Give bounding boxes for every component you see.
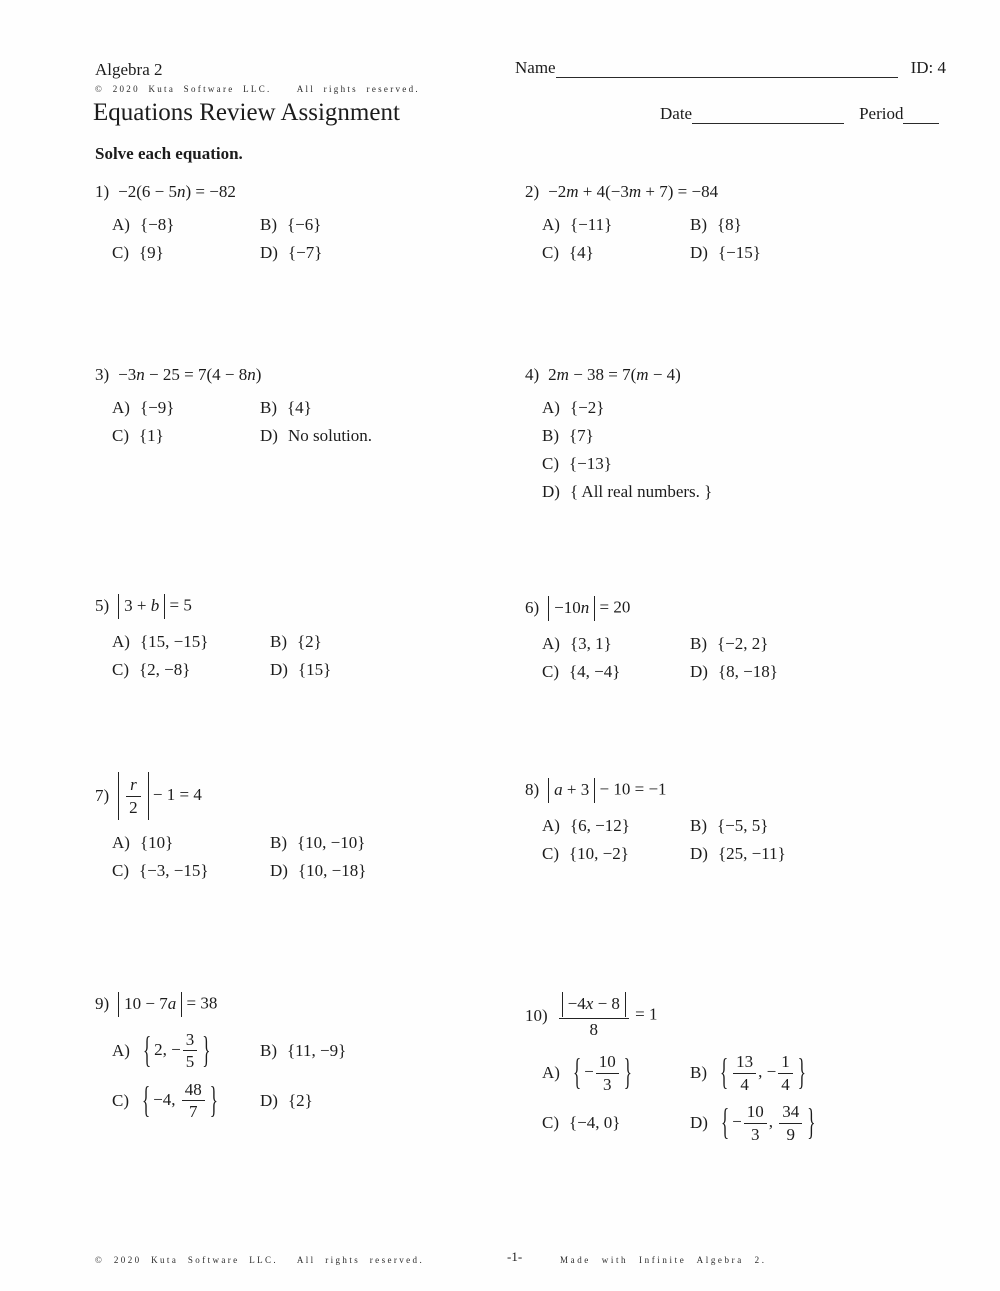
choice-d	[260, 426, 372, 446]
choice-label: B)	[690, 1063, 707, 1083]
choice-a	[112, 215, 174, 235]
choice-label: A)	[542, 633, 560, 653]
choice-d	[690, 1102, 818, 1144]
choice-label: C)	[112, 659, 129, 679]
choice-b	[542, 426, 594, 446]
problem-number: 8)	[525, 780, 540, 800]
choice-value: { −4, $\frac{48}{7}$ }	[142, 1078, 218, 1122]
choice-value: {−6}	[287, 215, 322, 234]
choice-label: C)	[112, 1090, 129, 1110]
choice-value: { 2, − $\frac{3}{5}$ }	[142, 1028, 211, 1072]
choice-value: {4}	[569, 243, 594, 262]
choice-c	[112, 861, 209, 881]
choice-label: B)	[690, 815, 707, 835]
problem-number: 5)	[95, 596, 110, 616]
choice-c	[542, 454, 612, 474]
choice-value: {−2, 2}	[717, 633, 769, 653]
choice-a	[112, 398, 174, 418]
date-blank-line	[692, 107, 844, 124]
choice-label: A)	[112, 631, 130, 651]
answer-choices	[542, 215, 761, 263]
name-row	[515, 58, 946, 78]
equation: −2m + 4(−3m + 7) = −84	[548, 182, 719, 201]
choice-value: {11, −9}	[287, 1040, 347, 1060]
choice-value: {−7}	[287, 243, 323, 262]
choice-label: D)	[690, 243, 708, 262]
problem-1	[95, 182, 322, 263]
choice-label: A)	[112, 398, 130, 417]
equation-line	[525, 365, 712, 385]
choice-c	[112, 426, 164, 446]
equation-line	[95, 992, 346, 1017]
choice-d	[690, 662, 778, 682]
choice-d	[270, 660, 331, 680]
choice-label: D)	[690, 661, 708, 681]
date-label: Date	[660, 104, 693, 123]
choice-label: D)	[270, 861, 288, 881]
choice-label: D)	[690, 1113, 708, 1133]
choice-d	[270, 861, 366, 881]
choice-label: C)	[112, 426, 129, 445]
choice-b	[260, 1041, 346, 1061]
name-label: Name	[515, 58, 556, 77]
choice-d	[690, 243, 761, 263]
choice-value: {8, −18}	[717, 661, 778, 681]
choice-c	[542, 844, 629, 864]
choice-c	[542, 243, 594, 263]
problem-7	[95, 772, 366, 881]
choice-a	[112, 632, 208, 652]
choice-value: { All real numbers. }	[569, 482, 713, 501]
equation-line	[525, 596, 778, 621]
choice-value: {−13}	[569, 454, 612, 473]
answer-choices	[542, 634, 778, 682]
choice-value: {1}	[139, 426, 164, 445]
choice-label: B)	[270, 833, 287, 853]
choice-a	[112, 833, 173, 853]
choice-c	[112, 243, 164, 263]
choice-value: {15}	[297, 659, 332, 679]
choice-value: { − $\frac{10}{3}$ }	[572, 1051, 632, 1094]
problem-number: 10)	[525, 1005, 548, 1025]
choice-value: {−15}	[717, 243, 761, 262]
choice-value: {−2}	[569, 398, 605, 417]
choice-b	[690, 634, 768, 654]
choice-value: {25, −11}	[717, 843, 786, 863]
equation: −3n − 25 = 7(4 − 8n)	[118, 365, 262, 384]
choice-d	[260, 1091, 313, 1111]
equation: a + 3 − 10 = −1	[548, 778, 666, 803]
choice-label: C)	[542, 843, 559, 863]
choice-value: {2}	[297, 631, 322, 651]
choice-label: C)	[542, 243, 559, 262]
answer-choices	[112, 833, 366, 881]
id-label: ID: 4	[910, 58, 947, 77]
choice-d	[542, 482, 712, 502]
choice-label: A)	[112, 215, 130, 234]
course-label: Algebra 2	[95, 60, 163, 79]
footer-copyright: © 2020 Kuta Software LLC. All rights reserved.	[95, 1255, 425, 1265]
choice-label: C)	[112, 243, 129, 262]
copyright-line: © 2020 Kuta Software LLC. All rights reserved.	[95, 84, 420, 94]
equation: $\frac{-4x - 8}{8}$ = 1	[557, 992, 658, 1039]
choice-value: {9}	[139, 243, 164, 262]
problem-number: 1)	[95, 182, 110, 201]
choice-value: {−5, 5}	[717, 815, 769, 835]
choice-label: D)	[260, 243, 278, 262]
problem-2	[525, 182, 761, 263]
equation: −10n = 20	[548, 596, 630, 621]
choice-label: A)	[112, 1040, 130, 1060]
choice-label: D)	[542, 482, 560, 501]
choice-label: D)	[260, 1090, 278, 1110]
choice-d	[690, 844, 786, 864]
period-label: Period	[859, 104, 904, 123]
choice-value: {10, −18}	[297, 861, 367, 881]
choice-value: {10, −10}	[297, 833, 366, 853]
choice-value: {−8}	[139, 215, 175, 234]
choice-value: {−11}	[569, 215, 613, 234]
problem-number: 7)	[95, 786, 110, 806]
problem-10	[525, 992, 818, 1144]
choice-value: {2, −8}	[139, 659, 191, 679]
choice-value: {15, −15}	[139, 631, 209, 651]
instructions: Solve each equation.	[95, 144, 243, 163]
footer-made-with: Made with Infinite Algebra 2.	[560, 1255, 767, 1265]
equation-line	[525, 778, 786, 803]
choice-value: {4, −4}	[569, 661, 621, 681]
problem-number: 6)	[525, 598, 540, 618]
choice-d	[260, 243, 322, 263]
period-blank-line	[903, 107, 939, 124]
choice-b	[260, 215, 321, 235]
choice-value: {2}	[287, 1090, 313, 1110]
choice-value: {3, 1}	[569, 633, 612, 653]
problem-number: 3)	[95, 365, 110, 384]
choice-b	[270, 632, 322, 652]
choice-label: B)	[542, 426, 559, 445]
choice-label: D)	[690, 843, 708, 863]
choice-value: {10}	[139, 833, 174, 853]
problem-3	[95, 365, 372, 446]
choice-value: No solution.	[287, 426, 373, 445]
choice-b	[690, 215, 742, 235]
choice-label: D)	[260, 426, 278, 445]
choice-label: A)	[542, 215, 560, 234]
choice-value: {−9}	[139, 398, 175, 417]
choice-value: { − $\frac{10}{3}$ , $\frac{34}{9}$ }	[720, 1101, 816, 1144]
choice-label: B)	[260, 398, 277, 417]
choice-label: A)	[112, 833, 130, 853]
choice-c	[112, 660, 190, 680]
choice-a	[542, 634, 612, 654]
choice-label: C)	[112, 861, 129, 881]
date-period-row	[660, 104, 939, 124]
choice-label: A)	[542, 1063, 560, 1083]
problem-number: 4)	[525, 365, 540, 384]
answer-choices	[542, 816, 786, 864]
answer-choices	[542, 1052, 818, 1144]
choice-b	[690, 816, 768, 836]
problem-number: 9)	[95, 994, 110, 1014]
choice-label: A)	[542, 398, 560, 417]
choice-c	[542, 1113, 620, 1133]
problem-6	[525, 596, 778, 682]
choice-c	[112, 1080, 221, 1122]
equation-line	[95, 182, 322, 202]
choice-label: B)	[260, 215, 277, 234]
problem-number: 2)	[525, 182, 540, 201]
choice-a	[542, 1052, 635, 1094]
equation: 2m − 38 = 7(m − 4)	[548, 365, 681, 384]
choice-value: {8}	[717, 215, 742, 234]
name-blank-line	[556, 61, 898, 78]
choice-label: B)	[270, 631, 287, 651]
answer-choices	[112, 1030, 346, 1122]
equation-line	[95, 772, 366, 820]
choice-value: {6, −12}	[569, 815, 630, 835]
choice-value: {10, −2}	[569, 843, 629, 863]
equation-line	[525, 182, 761, 202]
choice-label: D)	[270, 659, 288, 679]
choice-value: {4}	[287, 398, 312, 417]
equation-line	[525, 992, 818, 1039]
choice-a	[542, 215, 612, 235]
equation: $\frac{r}{2}$ − 1 = 4	[118, 772, 202, 820]
problem-5	[95, 594, 331, 680]
equation-line	[95, 365, 372, 385]
answer-choices	[112, 215, 322, 263]
choice-value: {7}	[569, 426, 594, 445]
answer-choices	[542, 398, 712, 502]
choice-label: C)	[542, 1113, 559, 1133]
choice-b	[270, 833, 365, 853]
problem-9	[95, 992, 346, 1122]
problem-8	[525, 778, 786, 864]
choice-label: C)	[542, 454, 559, 473]
answer-choices	[112, 398, 372, 446]
choice-value: { $\frac{13}{4}$ , − $\frac{1}{4}$ }	[720, 1051, 806, 1094]
choice-label: B)	[690, 633, 707, 653]
answer-choices	[112, 632, 331, 680]
page-number: -1-	[507, 1249, 523, 1264]
equation-line	[95, 594, 331, 619]
choice-label: A)	[542, 815, 560, 835]
problem-4	[525, 365, 712, 502]
choice-value: {−4, 0}	[569, 1113, 621, 1133]
choice-label: B)	[690, 215, 707, 234]
choice-c	[542, 662, 620, 682]
choice-label: C)	[542, 661, 559, 681]
choice-a	[542, 398, 604, 418]
choice-value: {−3, −15}	[139, 861, 209, 881]
choice-a	[542, 816, 630, 836]
equation: 3 + b = 5	[118, 594, 192, 619]
choice-label: B)	[260, 1040, 277, 1060]
choice-a	[112, 1030, 213, 1072]
choice-b	[690, 1052, 809, 1094]
equation: 10 − 7a = 38	[118, 992, 217, 1017]
choice-b	[260, 398, 312, 418]
page-title: Equations Review Assignment	[93, 99, 400, 126]
equation: −2(6 − 5n) = −82	[118, 182, 236, 201]
